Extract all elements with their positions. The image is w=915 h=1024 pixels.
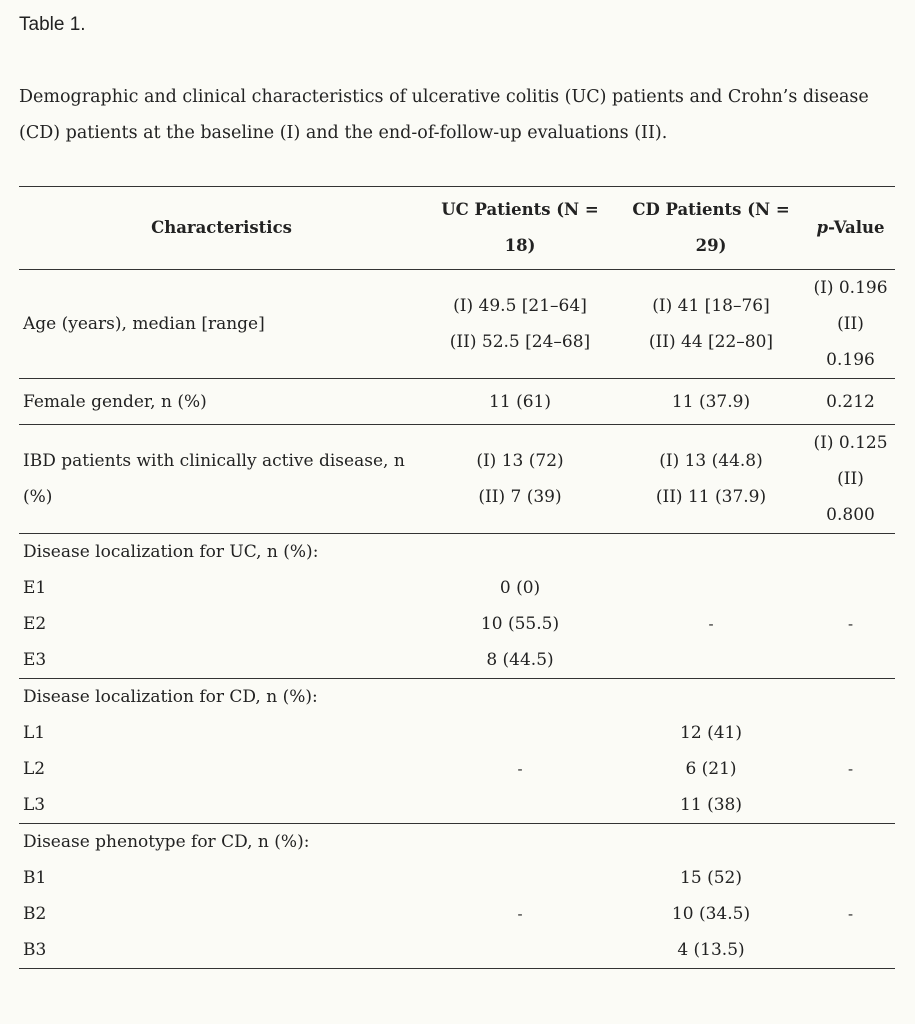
cd-loc-uc-values: [424, 679, 616, 824]
table-row-cd-phenotype: [19, 824, 895, 969]
age-uc: [424, 270, 616, 379]
age-p: [806, 270, 895, 379]
female-uc: 11 (61): [489, 391, 551, 412]
uc-loc-e1-value: 0 (0): [499, 578, 541, 598]
cd-pheno-heading: Disease phenotype for CD, n (%):: [23, 832, 310, 852]
header-cd-line1: CD Patients (N =: [632, 200, 790, 219]
cd-loc-l3-value: 11 (38): [680, 795, 742, 815]
cd-pheno-uc-values: [424, 824, 616, 969]
cd-loc-p-dash: -: [847, 760, 854, 778]
uc-loc-labels: [19, 534, 424, 679]
age-cd-ii: (II) 44 [22–80]: [648, 332, 774, 352]
age-p-line1: (I) 0.196: [813, 278, 888, 298]
header-p-rest: -Value: [828, 218, 885, 237]
active-uc-i: (I) 13 (72): [476, 451, 564, 471]
header-characteristics: Characteristics: [151, 218, 292, 237]
age-cd: [616, 270, 806, 379]
uc-loc-e3-value: 8 (44.5): [486, 650, 554, 670]
cd-loc-l1-label: L1: [23, 723, 46, 743]
active-p-line2: (II): [837, 469, 864, 489]
uc-loc-e2-label: E2: [23, 614, 47, 634]
table-row-age: [19, 270, 895, 379]
uc-loc-p-dash: -: [847, 615, 854, 633]
cd-loc-l3-label: L3: [23, 795, 46, 815]
uc-loc-e3-label: E3: [23, 650, 47, 670]
cd-pheno-b2-label: B2: [23, 904, 47, 924]
cd-pheno-b3-label: B3: [23, 940, 47, 960]
cd-pheno-cd-values: [616, 824, 806, 969]
female-cd: 11 (37.9): [671, 391, 751, 412]
cd-loc-l2-value: 6 (21): [685, 759, 737, 779]
header-cd-patients: [616, 187, 806, 270]
cd-loc-l2-label: L2: [23, 759, 46, 779]
female-p: 0.212: [826, 391, 875, 412]
header-p-value: [806, 187, 895, 270]
age-p-line2: (II): [837, 314, 864, 334]
header-p-italic: p: [816, 218, 829, 237]
active-uc-ii: (II) 7 (39): [478, 487, 562, 507]
active-label-line2: (%): [23, 487, 53, 507]
uc-loc-p-values: [806, 534, 895, 679]
row-label-active: [19, 425, 424, 534]
active-cd-i: (I) 13 (44.8): [659, 451, 763, 471]
cd-pheno-b1-label: B1: [23, 868, 47, 888]
header-uc-patients: [424, 187, 616, 270]
cd-pheno-b1-value: 15 (52): [680, 868, 742, 888]
cd-loc-heading: Disease localization for CD, n (%):: [23, 687, 318, 707]
table-row-uc-localization: [19, 534, 895, 679]
age-cd-i: (I) 41 [18–76]: [652, 296, 770, 316]
table-row-active-disease: [19, 425, 895, 534]
cd-pheno-uc-dash: -: [517, 905, 523, 923]
active-cd-ii: (II) 11 (37.9): [655, 487, 767, 507]
cd-pheno-b2-value: 10 (34.5): [671, 904, 751, 924]
table-row-female: [19, 379, 895, 425]
cd-pheno-p-values: [806, 824, 895, 969]
uc-loc-uc-values: [424, 534, 616, 679]
characteristics-table: [19, 186, 895, 969]
table-row-cd-localization: [19, 679, 895, 824]
header-uc-line2: 18): [504, 236, 536, 255]
active-p: [806, 425, 895, 534]
row-label-female: Female gender, n (%): [23, 391, 207, 412]
active-uc: [424, 425, 616, 534]
row-label-age: Age (years), median [range]: [23, 314, 265, 334]
header-uc-line1: UC Patients (N =: [441, 200, 599, 219]
active-cd: [616, 425, 806, 534]
table-caption: Demographic and clinical characteristics of ulcerative colitis (UC) patients and Crohn’s disease (CD) patients at the baseline (I) and the end-of-follow-up evaluations (II).: [19, 87, 869, 143]
cd-loc-cd-values: [616, 679, 806, 824]
active-p-line1: (I) 0.125: [813, 433, 888, 453]
header-row: [19, 187, 895, 270]
cd-loc-p-values: [806, 679, 895, 824]
header-cd-line2: 29): [695, 236, 727, 255]
cd-loc-labels: [19, 679, 424, 824]
cd-pheno-labels: [19, 824, 424, 969]
uc-loc-cd-values: [616, 534, 806, 679]
cd-loc-uc-dash: -: [517, 760, 523, 778]
age-uc-ii: (II) 52.5 [24–68]: [449, 332, 591, 352]
active-label-line1: IBD patients with clinically active disease, n: [23, 451, 405, 471]
uc-loc-cd-dash: -: [708, 615, 714, 633]
cd-pheno-b3-value: 4 (13.5): [677, 940, 745, 960]
uc-loc-e1-label: E1: [23, 578, 47, 598]
active-p-line3: 0.800: [826, 505, 875, 525]
age-uc-i: (I) 49.5 [21–64]: [453, 296, 587, 316]
uc-loc-heading: Disease localization for UC, n (%):: [23, 542, 319, 562]
uc-loc-e2-value: 10 (55.5): [480, 614, 560, 634]
cd-pheno-p-dash: -: [847, 905, 854, 923]
cd-loc-l1-value: 12 (41): [680, 723, 742, 743]
age-p-line3: 0.196: [826, 350, 875, 370]
table-label: Table 1.: [19, 14, 86, 35]
